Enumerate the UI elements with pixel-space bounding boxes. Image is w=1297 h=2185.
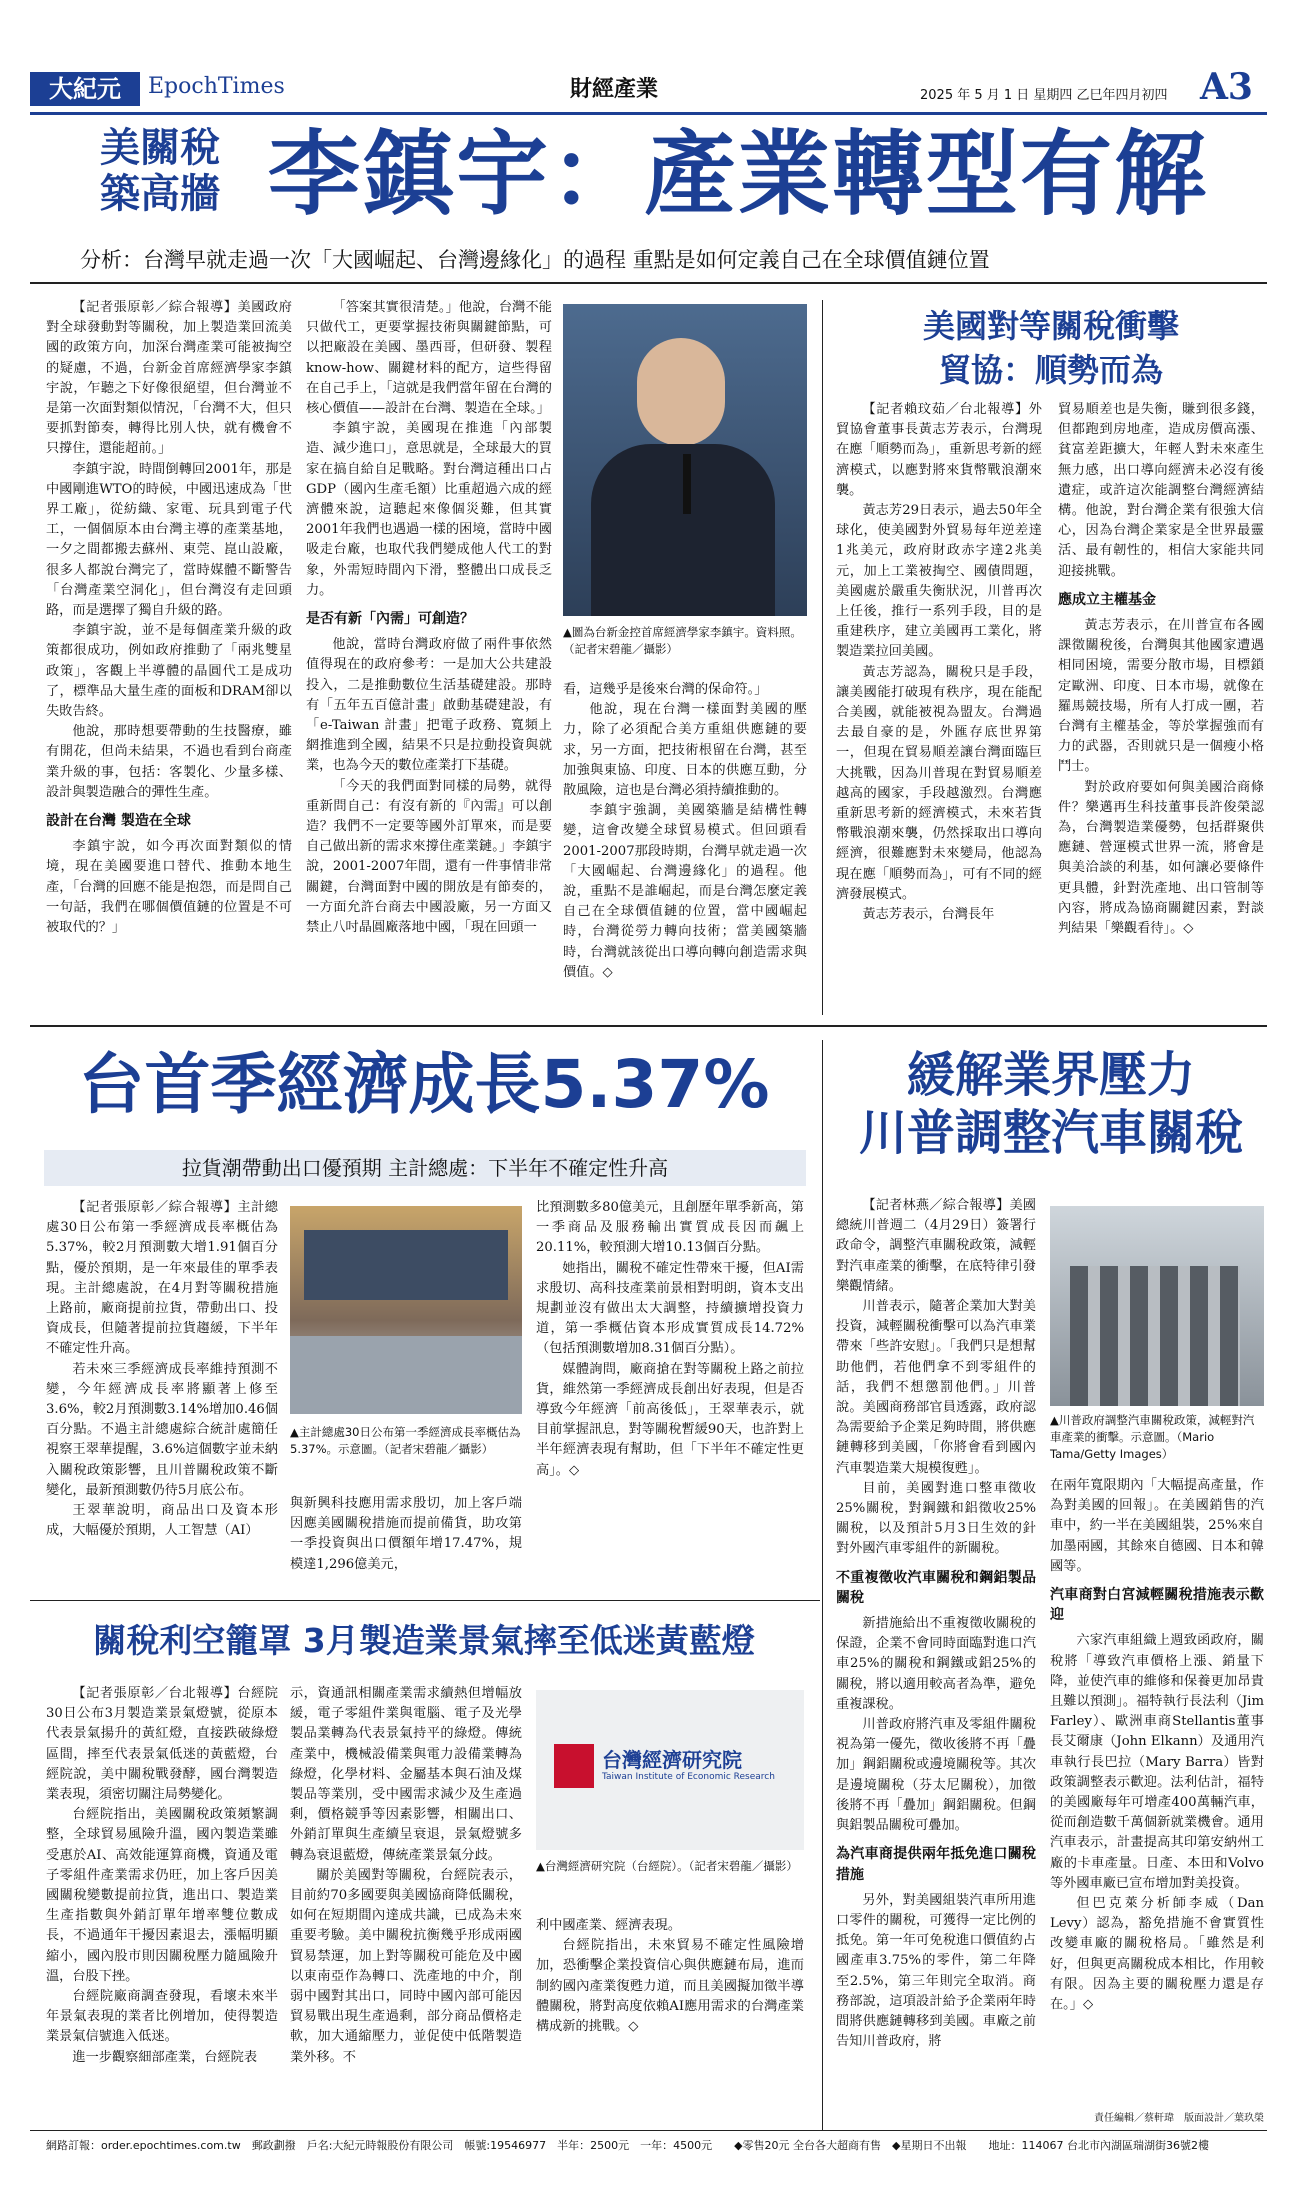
auto-headline bbox=[836, 1046, 1266, 1162]
lead-subhead-2: 是否有新「內需」可創造？ bbox=[306, 611, 474, 628]
paragraph: 關於美國對等關稅，台經院表示，目前約70多國要與美國協商降低關稅，如何在短期間內達成共識，已成為未來重要考驗。美中關稅抗衡幾乎形成兩國貿易禁運，加上對等關稅可能危及中國以東南亞作為轉口、洗產地的中介，削弱中國對其出口，同時中國內部可能因貿易戰出現生產過剩，部分商品價格走軟，加大通縮壓力，並促使中低階製造業外移。不 bbox=[290, 1867, 522, 2065]
paragraph: 看，這幾乎是後來台灣的保命符。」 bbox=[563, 682, 768, 697]
gdp-col-3 bbox=[536, 1198, 804, 1481]
lead-deck: 分析：台灣早就走過一次「大國崛起、台灣邊緣化」的過程 重點是如何定義自己在全球價值鏈位置 bbox=[80, 248, 990, 272]
vertical-rule-bottom bbox=[822, 1040, 823, 2130]
lead-subhead-1: 設計在台灣 製造在全球 bbox=[46, 813, 191, 830]
gdp-col-1 bbox=[46, 1198, 278, 1541]
page-number: A3 bbox=[1200, 66, 1253, 108]
trade-headline bbox=[836, 304, 1266, 392]
lead-kicker bbox=[80, 125, 240, 217]
paragraph: 貿易順差也是失衡，賺到很多錢，但都跑到房地產，造成房價高漲、貧富差距擴大，年輕人對未來產生無力感，出口導向經濟未必沒有後遺症，或許這次能調整台灣經濟結構。他說，對台灣企業有很強大信心，因為台灣企業家是全世界最靈活、最有韌性的，相信大家能共同迎接挑戰。 bbox=[1058, 402, 1264, 579]
paragraph: 進一步觀察細部產業，台經院表 bbox=[72, 2049, 258, 2065]
gdp-headline: 台首季經濟成長5.37% bbox=[78, 1046, 770, 1123]
paragraph: 「今天的我們面對同樣的局勢，就得重新問自己：有沒有新的『內需』可以創造？我們不一定要等國外訂單來，而是要自己做出新的需求來撐住產業鏈。」李鎮宇說，2001-2007年間，還有一件事情非常關鍵，台灣面對中國的開放是有節奏的，一方面允許台商去中國設廠，另一方面又禁止八吋晶圓廠落地中國，「現在回頭一 bbox=[306, 778, 552, 936]
store-display bbox=[304, 1230, 508, 1300]
paragraph: 【記者張原彰／台北報導】台經院30日公布3月製造業景氣燈號，從原本代表景氣揚升的黃紅燈，直接跌破綠燈區間，摔至代表景氣低迷的黃藍燈，台經院說，美中關稅戰發酵，國台灣製造業表現，須密切關注局勢變化。 bbox=[46, 1686, 278, 1803]
auto-photo-caption: ▲川普政府調整汽車關稅政策，減輕對汽車產業的衝擊。示意圖。（Mario Tama/Getty Images） bbox=[1050, 1413, 1255, 1461]
paragraph: 李鎮宇說，如今再次面對類似的情境，現在美國要進口替代、推動本地生產，「台灣的回應不能是抱怨，而是問自己一句話，我們在哪個價值鏈的位置是不可被取代的？」 bbox=[46, 839, 292, 936]
tier-logo-icon bbox=[554, 1744, 594, 1788]
paragraph: 媒體詢問，廠商搶在對等關稅上路之前拉貨，維然第一季經濟成長創出好表現，但是否導致今年經濟「前高後低」，王翠華表示，就目前掌握訊息，對等關稅暫緩90天，也許對上半年經濟表現有幫助，但「下半年不確定性更高」。◇ bbox=[536, 1361, 804, 1478]
auto-subhead-3: 汽車商對白宮減輕關稅措施表示歡迎 bbox=[1050, 1587, 1264, 1624]
microphone-icon bbox=[683, 454, 691, 514]
epoch-logo-en[interactable]: EpochTimes bbox=[148, 74, 285, 99]
trade-subhead: 應成立主權基金 bbox=[1058, 591, 1156, 608]
lead-kicker-line-1: 美關稅 bbox=[100, 125, 220, 171]
auto-col-1 bbox=[836, 1196, 1036, 2052]
editor-credit: 責任編輯／蔡軒瑋 版面設計／葉玖榮 bbox=[1094, 2113, 1264, 2124]
paragraph: 李鎮宇強調，美國築牆是結構性轉變，這會改變全球貿易模式。但回頭看2001-2007那段時期，台灣早就走過一次「大國崛起、台灣邊緣化」的過程。他說，重點不是誰崛起，而是台灣怎麼定義自己在全球價值鏈的位置，當中國崛起時，台灣從勞力轉向技術；當美國築牆時，台灣就該從出口導向轉向創造需求與價值。◇ bbox=[563, 803, 807, 980]
lead-headline: 李鎮宇：產業轉型有解 bbox=[268, 121, 1209, 228]
paragraph: 川普政府將汽車及零組件關稅視為第一優先，徵收後將不再「疊加」鋼鋁關稅或邊境關稅等。其次是邊境關稅（芬太尼關稅），加徵後將不再「疊加」鋼鋁關稅。但鋼與鋁製品關稅可疊加。 bbox=[836, 1717, 1036, 1834]
paragraph: 川普表示，隨著企業加大對美投資，減輕關稅衝擊可以為汽車業帶來「些許安慰」。「我們只是想幫助他們，若他們拿不到零組件的話，我們不想懲罰他們。」川普說。美國商務部官員透露，政府認為需要給予企業足夠時間，將供應鏈轉移到美國，「你將會看到國內汽車製造業大規模復甦」。 bbox=[836, 1299, 1036, 1476]
lead-col-1 bbox=[46, 298, 292, 938]
gdp-photo-caption: ▲主計總處30日公布第一季經濟成長率概估為5.37%。示意圖。（記者宋碧龍／攝影） bbox=[290, 1425, 521, 1456]
lead-photo bbox=[563, 304, 807, 616]
trade-headline-line-1: 美國對等關稅衝擊 bbox=[922, 307, 1179, 345]
paragraph: 黃志芳表示，台灣長年 bbox=[862, 907, 995, 923]
auto-subhead-1: 不重複徵收汽車關稅和鋼鋁製品關稅 bbox=[836, 1569, 1036, 1606]
auto-photo bbox=[1050, 1206, 1264, 1406]
gdp-photo bbox=[290, 1206, 522, 1414]
paragraph: 與新興科技應用需求殷切，加上客戶端因應美國關稅措施而提前備貨，助攻第一季投資與出口價額年增17.47%，規模達1,296億美元， bbox=[290, 1496, 522, 1572]
paragraph: 另外，對美國組裝汽車所用進口零件的關稅，可獲得一定比例的抵免。第一年可免稅進口價值約占國產車3.75%的零件，第二年降至2.5%，第三年則完全取消。商務部說，這項設計給予企業兩年時間將供應鏈轉移到美國。車廠之前告知川普政府，將 bbox=[836, 1892, 1036, 2050]
trade-headline-line-2: 貿協：順勢而為 bbox=[938, 351, 1163, 389]
paragraph: 台經院指出，美國關稅政策頻繁調整，全球貿易風險升溫，國內製造業雖受惠於AI、高效能運算商機，資通及電子零組件產業需求仍旺，加上客戶因美國關稅變數提前拉貨，進出口、製造業生產指數與外銷訂單年增率雙位數成長，不過通年干擾因素退去，漲幅明顯縮小，國內股市則因關稅壓力隨風險升溫，台股下挫。 bbox=[46, 1807, 278, 1984]
trade-col-2 bbox=[1058, 400, 1264, 939]
paragraph: 他說，當時台灣政府做了兩件事依然值得現在的政府參考：一是加大公共建設投入，二是推動數位生活基礎建設。那時有「五年五百億計畫」啟動基礎建設，有「e-Taiwan 計畫」把電子政務、寬頻上網推進到全國，結果不只是拉動投資與就業，也為今天的數位產業打下基礎。 bbox=[306, 637, 552, 774]
gdp-col-2b bbox=[290, 1494, 522, 1575]
lead-col-3 bbox=[563, 680, 807, 983]
footer-rule bbox=[30, 2130, 1267, 2131]
footer-text: 網路訂報：order.epochtimes.com.tw 郵政劃撥 戶名:大紀元時報股份有限公司 帳號:19546977 半年：2500元 一年：4500元 ◆零售20元 全台各大超商有售 ◆星期日不出報 地址：114067 台北市內湖區瑞湖街36號2樓 bbox=[46, 2139, 1209, 2152]
pmi-col-1 bbox=[46, 1684, 278, 2068]
section-title: 財經產業 bbox=[570, 77, 659, 102]
vertical-rule-top bbox=[822, 300, 823, 1015]
paragraph: 目前，美國對進口整車徵收25%關稅，對鋼鐵和鋁徵收25%關稅，以及預計5月3日生效的針對外國汽車零組件的新關稅。 bbox=[836, 1480, 1036, 1557]
tier-logo-en: Taiwan Institute of Economic Research bbox=[602, 1772, 775, 1782]
masthead-rule bbox=[30, 112, 1267, 115]
paragraph: 李鎮宇說，並不是每個產業升級的政策都很成功，例如政府推動了「兩兆雙星政策」，客觀上半導體的晶圓代工是成功了，標準品大量生產的面板和DRAM卻以失敗告終。 bbox=[46, 623, 292, 720]
paragraph: 在兩年寬限期內「大幅提高產量，作為對美國的回報」。在美國銷售的汽車中，約一半在美國組裝，25%來自加墨兩國，其餘來自德國、日本和韓國等。 bbox=[1050, 1478, 1264, 1574]
paragraph: 台經院指出，未來貿易不確定性風險增加，恐衝擊企業投資信心與供應鏈布局，進而制約國內產業復甦力道，而且美國擬加徵半導體關稅，將對高度依賴AI應用需求的台灣產業構成新的挑戰。◇ bbox=[536, 1938, 804, 2035]
paragraph: 新措施給出不重複徵收關稅的保證，企業不會同時面臨對進口汽車25%的關稅和鋼鐵或鋁25%的關稅，將以適用較高者為準，避免重複課稅。 bbox=[836, 1616, 1036, 1712]
pmi-headline: 關稅利空籠罩 3月製造業景氣摔至低迷黃藍燈 bbox=[93, 1621, 755, 1660]
traffic-lane bbox=[1070, 1266, 1240, 1406]
paragraph: 但巴克萊分析師李威（Dan Levy）認為，豁免措施不會實質性改變車廠的關稅格局。「雖然是利好，但與更高關稅成本相比，作用較有限。因為主要的關稅壓力還是存在。」◇ bbox=[1050, 1896, 1264, 2013]
paragraph: 六家汽車組織上週致函政府，關稅將「導致汽車價格上漲、銷量下降，並使汽車的維修和保養更加昂貴且難以預測」。福特執行長法利（Jim Farley）、歐洲車商Stellantis董事長艾爾康（John Elkann）及通用汽車執行長巴拉（Mary Barra）皆對政策調整表示歡迎。法利估計，福特的美國廠每年可增產400萬輛汽車，從而創造數千萬個新就業機會。通用汽車表示，計畫提高其印第安納州工廠的卡車產量。日產、本田和Volvo等外國車廠已宣布增加對美投資。 bbox=[1050, 1633, 1264, 1891]
paragraph: 黃志芳表示，在川普宣布各國課徵關稅後，台灣與其他國家遭遇相同困境，需要分散市場，目標鎖定歐洲、印度、日本市場，就像在羅馬競技場，所有人打成一團，若台灣有主權基金，等於掌握強而有力的武器，否則就只是一個瘦小格鬥士。 bbox=[1058, 618, 1264, 775]
lead-photo-caption: ▲圖為台新金控首席經濟學家李鎮宇。資料照。（記者宋碧龍／攝影） bbox=[563, 625, 802, 656]
paragraph: 利中國產業、經濟表現。 bbox=[536, 1918, 682, 1933]
auto-col-2 bbox=[1050, 1476, 1264, 2015]
trade-col-1 bbox=[836, 400, 1042, 925]
paragraph: 黃志芳29日表示，過去50年全球化，使美國對外貿易每年逆差達1兆美元，政府財政赤字達2兆美元，加上工業被掏空、國債問題，美國處於嚴重失衡狀況，川普再次上任後，推行一系列手段，目的是重建秩序，建立美國再工業化，將製造業拉回美國。 bbox=[836, 503, 1042, 660]
auto-headline-line-2: 川普調整汽車關稅 bbox=[858, 1105, 1243, 1161]
paragraph: 李鎮宇說，時間倒轉回2001年，那是中國剛進WTO的時候，中國迅速成為「世界工廠」，從紡織、家電、玩具到電子代工，一個個原本由台灣主導的產業基地，一夕之間都搬去蘇州、東莞、崑山設廠，很多人都說台灣完了，當時媒體不斷警告「台灣產業空洞化」，但台灣沒有走回頭路，而是選擇了獨自升級的路。 bbox=[46, 461, 292, 619]
paragraph: 【記者張原彰／綜合報導】美國政府對全球發動對等關稅，加上製造業回流美國的政策方向，加深台灣產業可能被掏空的疑慮，不過，台新金首席經濟學家李鎮宇說，乍聽之下好像很絕望，但台灣並不是第一次面對類似情況，「台灣不大，但只要抓對節奏，轉得比別人快，就有機會不只撐住，還能超前。」 bbox=[46, 300, 292, 457]
auto-subhead-2: 為汽車商提供兩年抵免進口關稅措施 bbox=[836, 1846, 1036, 1883]
paragraph: 【記者林燕／綜合報導】美國總統川普週二（4月29日）簽署行政命令，調整汽車關稅政策，減輕對汽車產業的衝擊，在底特律引發樂觀情緒。 bbox=[836, 1198, 1036, 1294]
masthead bbox=[30, 60, 1267, 116]
lead-col-2 bbox=[306, 298, 552, 938]
paragraph: 若未來三季經濟成長率維持預測不變，今年經濟成長率將顯著上修至3.6%，較2月預測數3.14%增加0.46個百分點。不過主計總處綜合統計處簡任視察王翠華提醒，3.6%這個數字並未納入關稅政策影響，且川普關稅政策不斷變化，最新預測數仍待5月底公布。 bbox=[46, 1361, 278, 1498]
paragraph: 台經院廠商調查發現，看壞未來半年景氣表現的業者比例增加，使得製造業景氣信號進入低迷。 bbox=[46, 1989, 278, 2045]
horizontal-rule-mid bbox=[30, 1025, 1267, 1027]
paragraph: 對於政府要如何與美國洽商條件？樂邁再生科技董事長許俊榮認為，台灣製造業優勢，包括群聚供應鏈、營運模式世界一流，將會是與美洽談的利基，如何讓必要條件更具體，針對洗產地、出口管制等內容，將成為協商關鍵因素，對談判結果「樂觀看待」。◇ bbox=[1058, 779, 1264, 937]
auto-headline-line-1: 緩解業界壓力 bbox=[906, 1047, 1195, 1103]
pmi-col-2 bbox=[290, 1684, 522, 2068]
paragraph: 【記者賴玟茹／台北報導】外貿協會董事長黃志芳表示，台灣現在應「順勢而為」，重新思考新的經濟模式，以應對將來貨幣戰浪潮來襲。 bbox=[836, 402, 1042, 498]
pmi-col-3 bbox=[536, 1916, 804, 2037]
paragraph: 王翠華說明，商品出口及資本形成，大幅優於預期，人工智慧（AI） bbox=[46, 1503, 278, 1539]
gdp-bottom-rule bbox=[30, 1600, 820, 1601]
issue-date: 2025 年 5 月 1 日 星期四 乙巳年四月初四 bbox=[920, 88, 1168, 103]
paragraph: 黃志芳認為，關稅只是手段，讓美國能打破現有秩序，現在能配合美國，就能被視為盟友。台灣過去最自豪的是，外匯存底世界第一，但現在貿易順差讓台灣面臨巨大挑戰，因為川普現在對貿易順差越高的國家，手段越激烈。台灣應重新思考新的經濟模式，未來若貨幣戰浪潮來襲，仍然採取出口導向經濟，很難應對未來變局，他認為現在應「順勢而為」，可有不同的經濟發展模式。 bbox=[836, 664, 1042, 902]
gdp-deck: 拉貨潮帶動出口優預期 主計總處：下半年不確定性升高 bbox=[44, 1150, 806, 1186]
paragraph: 示，資通訊相關產業需求續熱但增幅放緩，電子零組件業與電腦、電子及光學製品業轉為代表景氣持平的綠燈。傳統產業中，機械設備業與電力設備業轉為綠燈，化學材料、金屬基本與石油及煤製品等業別，受中國需求減少及生產過剩，價格競爭等因素影響，相關出口、外銷訂單與生產續呈衰退，景氣燈號多轉為衰退藍燈，傳統產業景氣分歧。 bbox=[290, 1686, 522, 1863]
paragraph: 比預測數多80億美元，且創歷年單季新高，第一季商品及服務輸出實質成長因而飆上20.11%，較預測大增10.13個百分點。 bbox=[536, 1200, 804, 1256]
paragraph: 他說，那時想要帶動的生技醫療，雖有開花，但尚未結果，不過也看到台商產業升級的事，包括：客製化、少量多樣、設計與製造融合的彈性生產。 bbox=[46, 724, 292, 800]
epoch-logo-cn[interactable]: 大紀元 bbox=[30, 72, 140, 106]
pmi-photo bbox=[536, 1690, 804, 1850]
lead-kicker-line-2: 築高牆 bbox=[100, 171, 220, 217]
pmi-photo-caption: ▲台灣經濟研究院（台經院）。（記者宋碧龍／攝影） bbox=[536, 1859, 798, 1873]
paragraph: 李鎮宇說，美國現在推進「內部製造、減少進口」，意思就是，全球最大的買家在搞自給自足戰略。對台灣這種出口占GDP（國內生產毛額）比重超過六成的經濟體來說，這聽起來像個災難，但其實2001年我們也遇過一樣的困境，當時中國吸走台廠，也取代我們變成他人代工的對象，外需短時間內下滑，整體出口成長乏力。 bbox=[306, 421, 552, 598]
paragraph: 她指出，關稅不確定性帶來干擾，但AI需求殷切、高科技產業前景相對明朗，資本支出規劃並沒有做出太大調整，持續擴增投資力道，第一季概估資本形成實質成長14.72%（包括預測數增加8.31個百分點）。 bbox=[536, 1260, 804, 1357]
store-shelf bbox=[290, 1336, 522, 1414]
paragraph: 【記者張原彰／綜合報導】主計總處30日公布第一季經濟成長率概估為5.37%，較2月預測數大增1.91個百分點，優於預期，是一年來最佳的單季表現。主計總處說，在4月對等關稅措施上路前，廠商提前拉貨，帶動出口、投資成長，但隨著提前拉貨趨緩，下半年不確定性升高。 bbox=[46, 1200, 278, 1357]
paragraph: 「答案其實很清楚。」他說，台灣不能只做代工，更要掌握技術與關鍵節點，可以把廠設在美國、墨西哥，但研發、製程 know-how、關鍵材料的配方，這些得留在自己手上，「這就是我們當年留在台灣的核心價值——設計在台灣、製造在全球。」 bbox=[306, 300, 552, 417]
portrait-head bbox=[637, 338, 725, 446]
lead-deck-rule bbox=[30, 282, 1267, 284]
tier-logo-text: 台灣經濟研究院 bbox=[602, 1748, 742, 1772]
paragraph: 他說，現在台灣一樣面對美國的壓力，除了必須配合美方重組供應鏈的要求，另一方面，把技術根留在台灣，甚至加強與東協、印度、日本的供應互動，分散風險，這也是台灣必須持續推動的。 bbox=[563, 702, 807, 799]
